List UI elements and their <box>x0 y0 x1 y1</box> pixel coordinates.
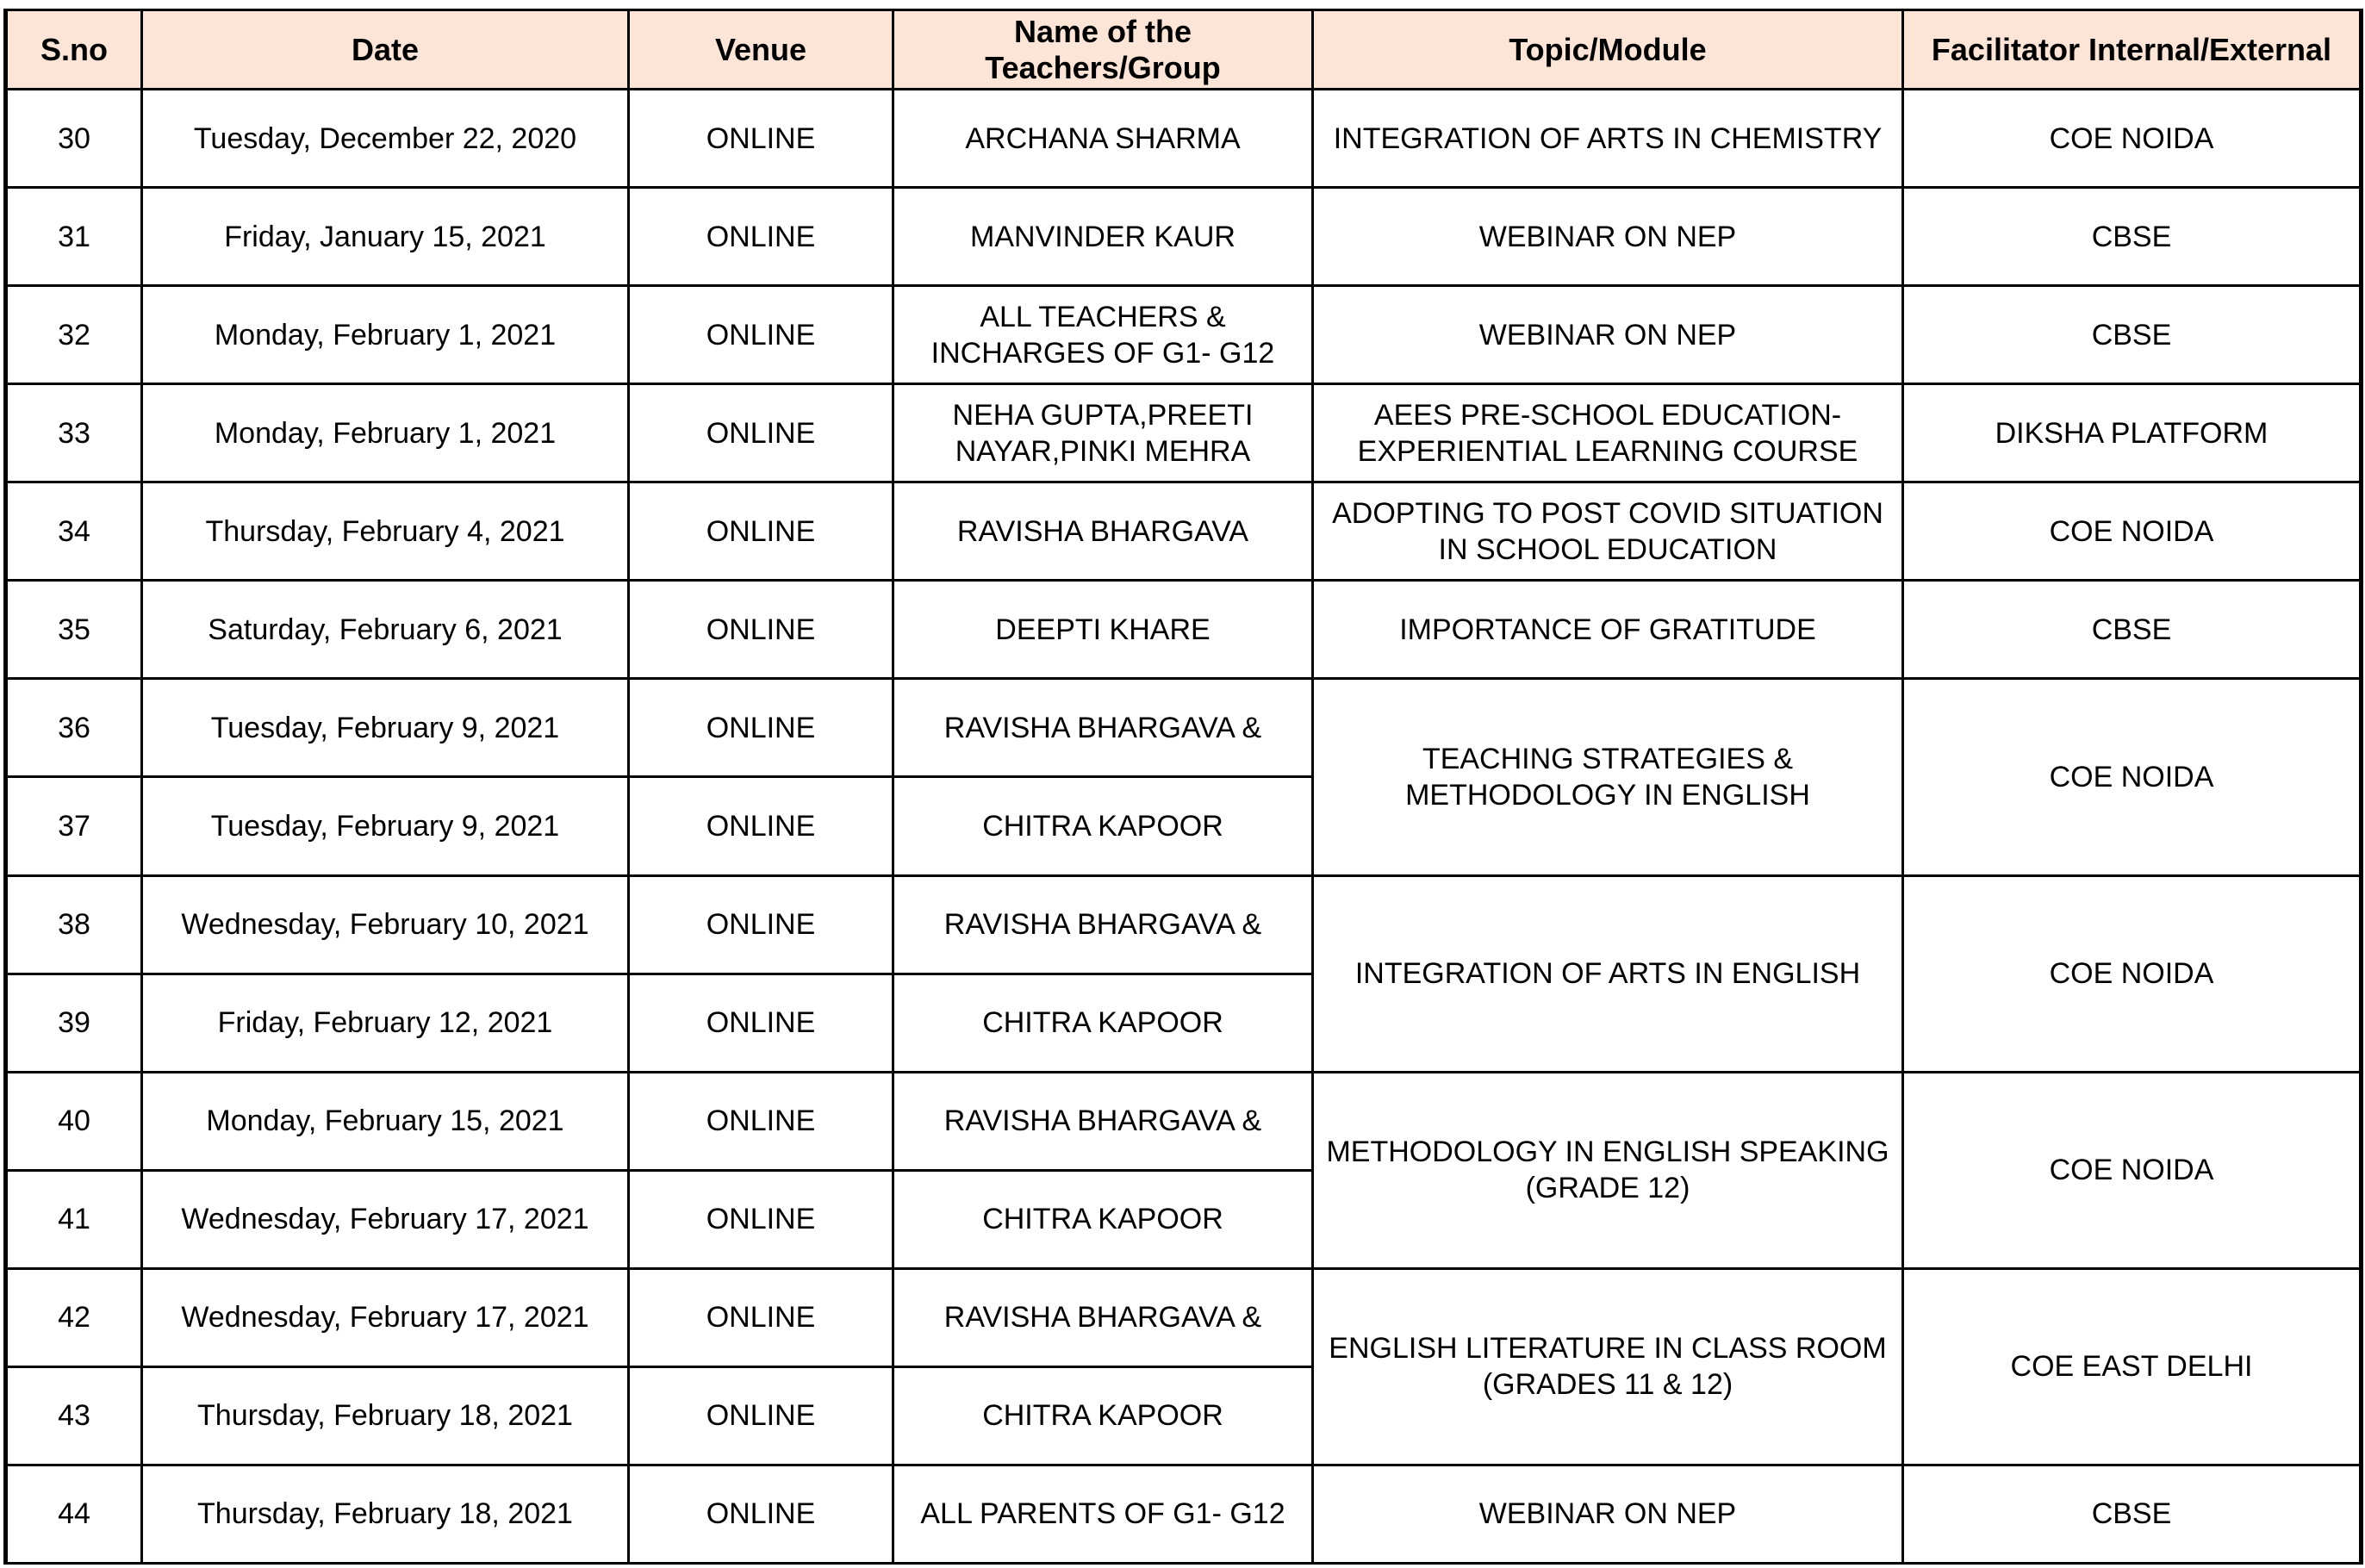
cell-date: Saturday, February 6, 2021 <box>142 581 629 679</box>
cell-sno: 31 <box>6 188 142 286</box>
header-venue: Venue <box>629 10 893 90</box>
cell-facilitator: COE EAST DELHI <box>1903 1268 2362 1465</box>
header-facilitator: Facilitator Internal/External <box>1903 10 2362 90</box>
cell-venue: ONLINE <box>629 90 893 188</box>
cell-venue: ONLINE <box>629 581 893 679</box>
cell-sno: 34 <box>6 482 142 581</box>
cell-sno: 43 <box>6 1366 142 1465</box>
cell-facilitator: DIKSHA PLATFORM <box>1903 384 2362 482</box>
cell-sno: 44 <box>6 1465 142 1563</box>
cell-venue: ONLINE <box>629 679 893 777</box>
table-row <box>6 384 2362 482</box>
table-row <box>6 286 2362 384</box>
cell-date: Wednesday, February 17, 2021 <box>142 1268 629 1366</box>
cell-venue: ONLINE <box>629 188 893 286</box>
cell-venue: ONLINE <box>629 974 893 1072</box>
header-sno: S.no <box>6 10 142 90</box>
cell-teachers: ALL PARENTS OF G1- G12 <box>893 1465 1313 1563</box>
cell-teachers: CHITRA KAPOOR <box>893 974 1313 1072</box>
cell-date: Friday, January 15, 2021 <box>142 188 629 286</box>
cell-facilitator: CBSE <box>1903 286 2362 384</box>
cell-date: Thursday, February 18, 2021 <box>142 1366 629 1465</box>
cell-teachers: NEHA GUPTA,PREETI NAYAR,PINKI MEHRA <box>893 384 1313 482</box>
cell-sno: 38 <box>6 875 142 974</box>
table-row <box>6 482 2362 581</box>
cell-sno: 37 <box>6 777 142 875</box>
cell-sno: 30 <box>6 90 142 188</box>
cell-facilitator: COE NOIDA <box>1903 1072 2362 1268</box>
cell-venue: ONLINE <box>629 482 893 581</box>
cell-sno: 39 <box>6 974 142 1072</box>
cell-date: Monday, February 15, 2021 <box>142 1072 629 1170</box>
table-row <box>6 1072 2362 1170</box>
cell-facilitator: COE NOIDA <box>1903 482 2362 581</box>
cell-venue: ONLINE <box>629 1366 893 1465</box>
table-row <box>6 875 2362 974</box>
table-row <box>6 581 2362 679</box>
cell-teachers: RAVISHA BHARGAVA & <box>893 875 1313 974</box>
cell-sno: 42 <box>6 1268 142 1366</box>
cell-topic: INTEGRATION OF ARTS IN CHEMISTRY <box>1313 90 1903 188</box>
cell-sno: 41 <box>6 1170 142 1268</box>
cell-topic: ENGLISH LITERATURE IN CLASS ROOM (GRADES 11 & 12) <box>1313 1268 1903 1465</box>
table-row <box>6 90 2362 188</box>
cell-topic: IMPORTANCE OF GRATITUDE <box>1313 581 1903 679</box>
cell-venue: ONLINE <box>629 1465 893 1563</box>
cell-sno: 36 <box>6 679 142 777</box>
cell-topic: TEACHING STRATEGIES & METHODOLOGY IN ENGLISH <box>1313 679 1903 875</box>
header-topic: Topic/Module <box>1313 10 1903 90</box>
header-teachers: Name of the Teachers/Group <box>893 10 1313 90</box>
cell-teachers: RAVISHA BHARGAVA & <box>893 1072 1313 1170</box>
cell-teachers: CHITRA KAPOOR <box>893 1170 1313 1268</box>
cell-sno: 40 <box>6 1072 142 1170</box>
cell-date: Friday, February 12, 2021 <box>142 974 629 1072</box>
cell-facilitator: COE NOIDA <box>1903 90 2362 188</box>
cell-venue: ONLINE <box>629 1072 893 1170</box>
cell-topic: WEBINAR ON NEP <box>1313 188 1903 286</box>
cell-venue: ONLINE <box>629 1170 893 1268</box>
cell-teachers: RAVISHA BHARGAVA & <box>893 679 1313 777</box>
cell-teachers: ALL TEACHERS & INCHARGES OF G1- G12 <box>893 286 1313 384</box>
cell-facilitator: CBSE <box>1903 188 2362 286</box>
table-row <box>6 679 2362 777</box>
cell-venue: ONLINE <box>629 286 893 384</box>
cell-teachers: DEEPTI KHARE <box>893 581 1313 679</box>
cell-facilitator: COE NOIDA <box>1903 875 2362 1072</box>
cell-topic: AEES PRE-SCHOOL EDUCATION-EXPERIENTIAL LEARNING COURSE <box>1313 384 1903 482</box>
training-schedule-table <box>3 9 2363 1565</box>
cell-teachers: CHITRA KAPOOR <box>893 1366 1313 1465</box>
table-row <box>6 1465 2362 1563</box>
cell-date: Thursday, February 18, 2021 <box>142 1465 629 1563</box>
cell-sno: 33 <box>6 384 142 482</box>
cell-venue: ONLINE <box>629 384 893 482</box>
cell-date: Monday, February 1, 2021 <box>142 384 629 482</box>
cell-venue: ONLINE <box>629 875 893 974</box>
cell-date: Tuesday, February 9, 2021 <box>142 777 629 875</box>
cell-sno: 35 <box>6 581 142 679</box>
cell-date: Tuesday, February 9, 2021 <box>142 679 629 777</box>
cell-teachers: MANVINDER KAUR <box>893 188 1313 286</box>
cell-facilitator: CBSE <box>1903 581 2362 679</box>
cell-topic: ADOPTING TO POST COVID SITUATION IN SCHOOL EDUCATION <box>1313 482 1903 581</box>
cell-topic: METHODOLOGY IN ENGLISH SPEAKING (GRADE 12) <box>1313 1072 1903 1268</box>
cell-date: Tuesday, December 22, 2020 <box>142 90 629 188</box>
cell-topic: INTEGRATION OF ARTS IN ENGLISH <box>1313 875 1903 1072</box>
cell-sno: 32 <box>6 286 142 384</box>
cell-date: Monday, February 1, 2021 <box>142 286 629 384</box>
cell-date: Wednesday, February 10, 2021 <box>142 875 629 974</box>
cell-teachers: ARCHANA SHARMA <box>893 90 1313 188</box>
table-row <box>6 188 2362 286</box>
cell-date: Thursday, February 4, 2021 <box>142 482 629 581</box>
cell-facilitator: COE NOIDA <box>1903 679 2362 875</box>
table-row <box>6 1268 2362 1366</box>
cell-facilitator: CBSE <box>1903 1465 2362 1563</box>
header-row <box>6 10 2362 90</box>
cell-topic: WEBINAR ON NEP <box>1313 286 1903 384</box>
cell-venue: ONLINE <box>629 777 893 875</box>
cell-date: Wednesday, February 17, 2021 <box>142 1170 629 1268</box>
cell-venue: ONLINE <box>629 1268 893 1366</box>
cell-teachers: CHITRA KAPOOR <box>893 777 1313 875</box>
header-date: Date <box>142 10 629 90</box>
cell-teachers: RAVISHA BHARGAVA & <box>893 1268 1313 1366</box>
cell-topic: WEBINAR ON NEP <box>1313 1465 1903 1563</box>
cell-teachers: RAVISHA BHARGAVA <box>893 482 1313 581</box>
